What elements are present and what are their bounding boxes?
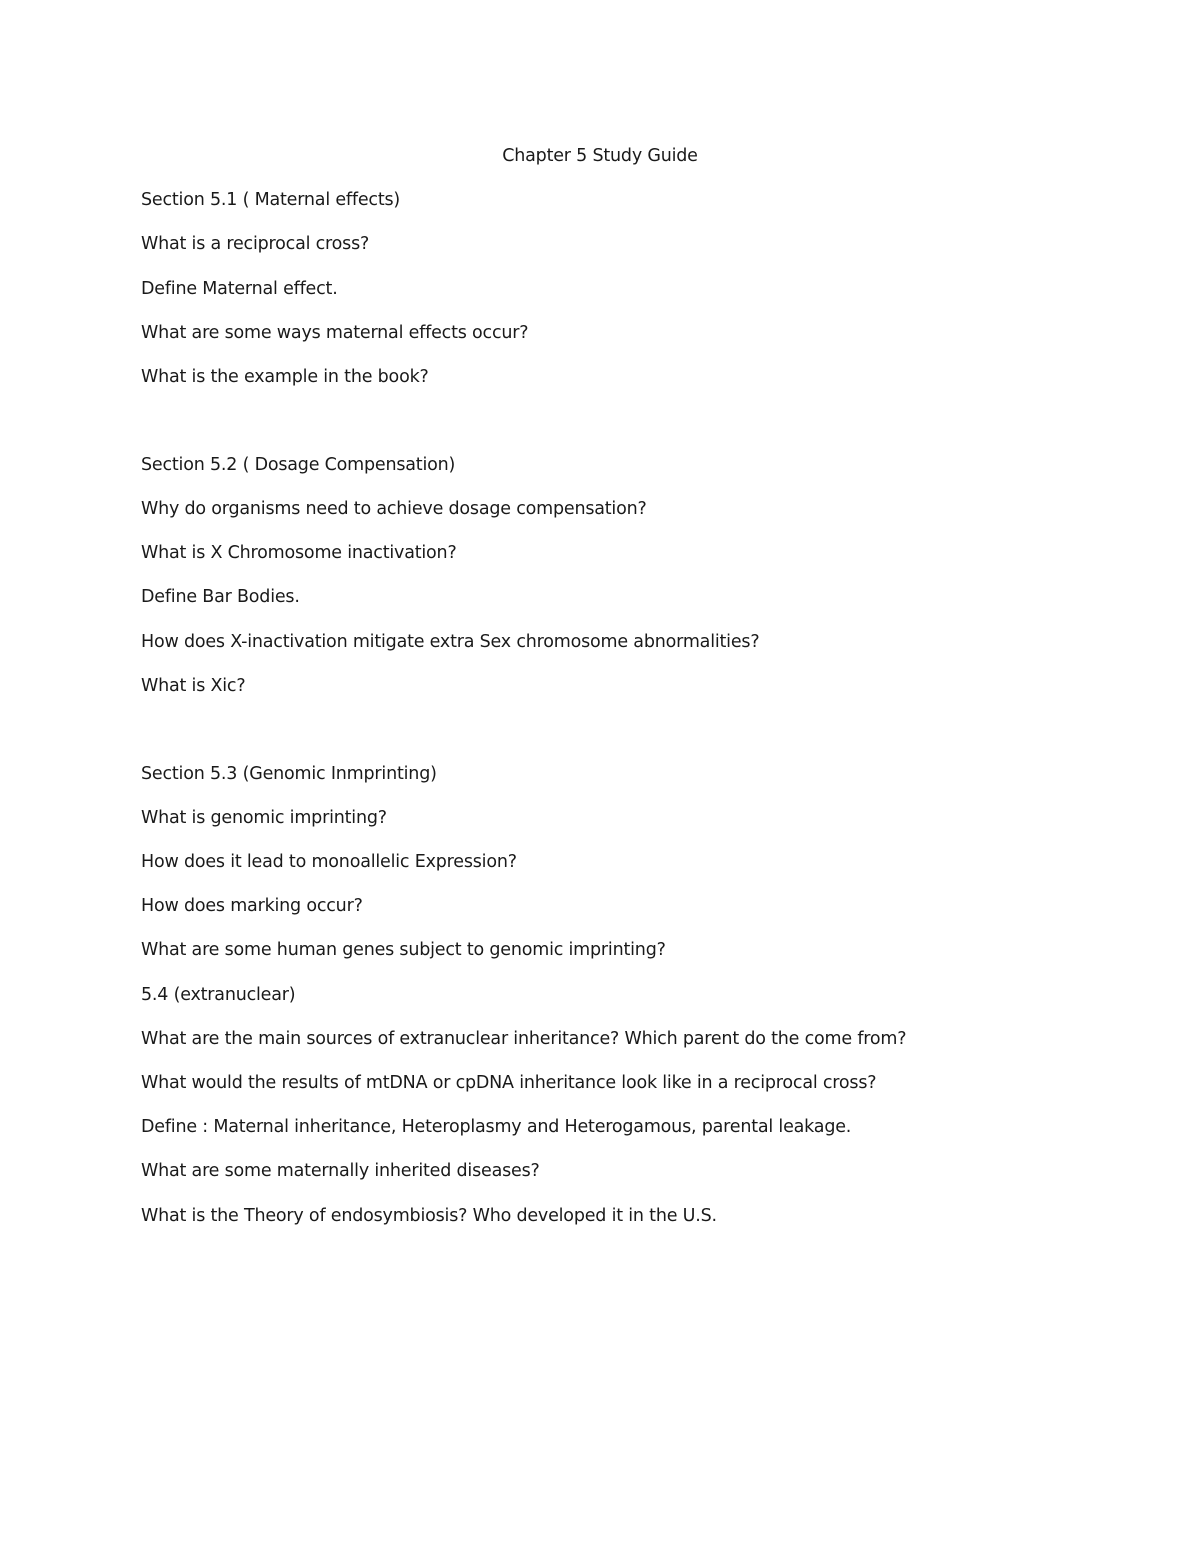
- question-line: What is Xic?: [141, 676, 246, 696]
- document-title: Chapter 5 Study Guide: [502, 146, 698, 166]
- question-line: How does it lead to monoallelic Expression?: [141, 852, 517, 872]
- question-line: Define Maternal effect.: [141, 279, 338, 299]
- question-line: What would the results of mtDNA or cpDNA inheritance look like in a reciprocal cross?: [141, 1073, 877, 1093]
- section-heading-5-1: Section 5.1 ( Maternal effects): [141, 190, 401, 210]
- question-line: What are some maternally inherited diseases?: [141, 1161, 540, 1181]
- question-line: What are some ways maternal effects occur?: [141, 323, 529, 343]
- question-line: How does X-inactivation mitigate extra Sex chromosome abnormalities?: [141, 632, 760, 652]
- section-heading-5-4: 5.4 (extranuclear): [141, 985, 296, 1005]
- question-line: Define : Maternal inheritance, Heteroplasmy and Heterogamous, parental leakage.: [141, 1117, 852, 1137]
- question-line: Why do organisms need to achieve dosage compensation?: [141, 499, 647, 519]
- section-heading-5-3: Section 5.3 (Genomic Inmprinting): [141, 764, 437, 784]
- question-line: What is X Chromosome inactivation?: [141, 543, 457, 563]
- question-line: What is the Theory of endosymbiosis? Who developed it in the U.S.: [141, 1206, 717, 1226]
- question-line: How does marking occur?: [141, 896, 363, 916]
- question-line: Define Bar Bodies.: [141, 587, 300, 607]
- question-line: What is the example in the book?: [141, 367, 429, 387]
- question-line: What is genomic imprinting?: [141, 808, 387, 828]
- question-line: What are the main sources of extranuclear inheritance? Which parent do the come from?: [141, 1029, 907, 1049]
- question-line: What are some human genes subject to genomic imprinting?: [141, 940, 666, 960]
- question-line: What is a reciprocal cross?: [141, 234, 370, 254]
- section-heading-5-2: Section 5.2 ( Dosage Compensation): [141, 455, 456, 475]
